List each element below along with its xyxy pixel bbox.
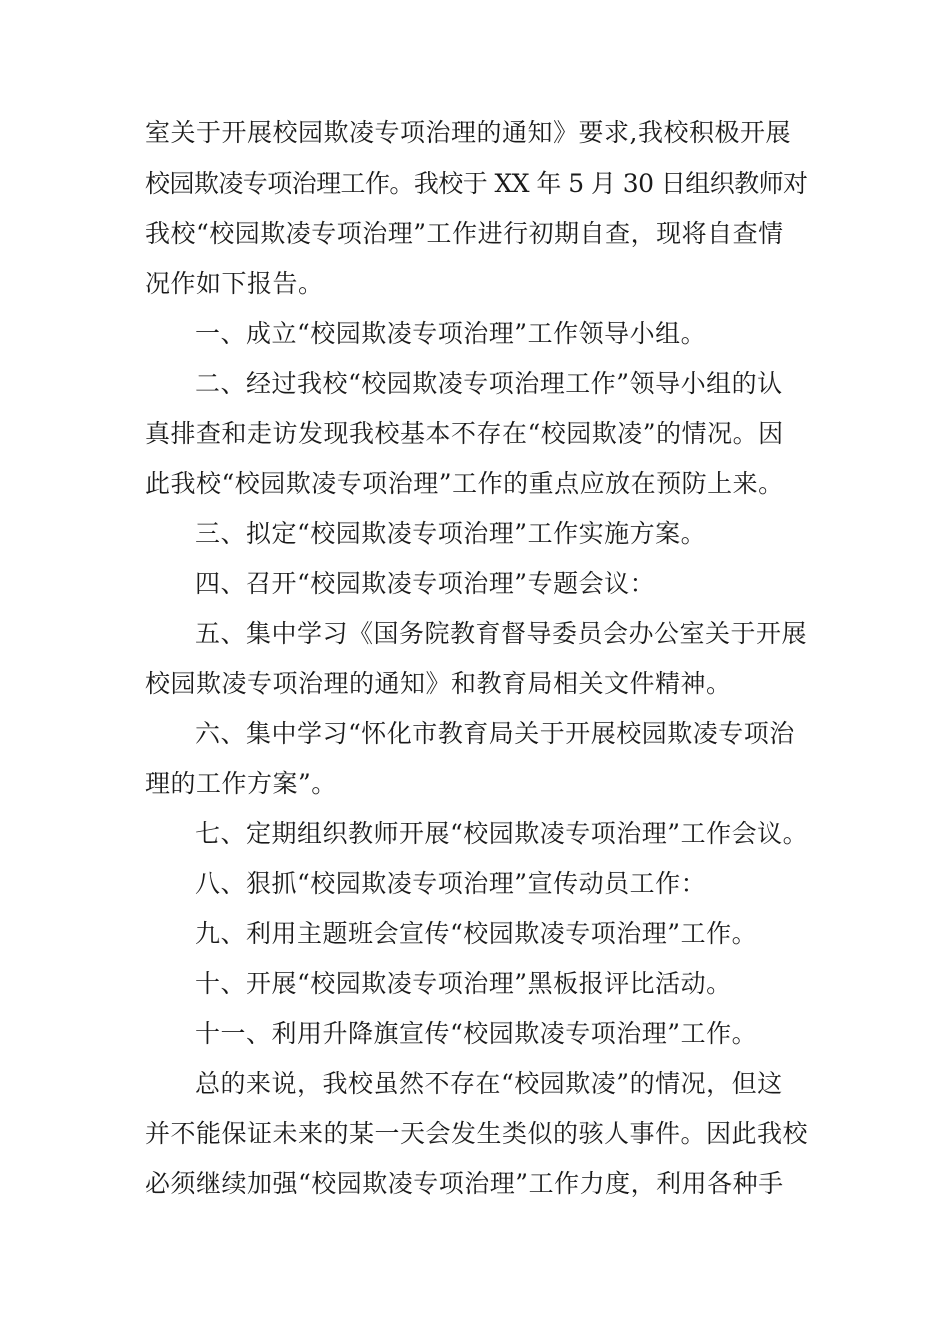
list-item-8: 八、狠抓“校园欺凌专项治理”宣传动员工作：: [195, 869, 707, 898]
list-item-10: 十、开展“校园欺凌专项治理”黑板报评比活动。: [195, 969, 732, 998]
list-item-6: 六、集中学习“怀化市教育局关于开展校园欺凌专项治: [195, 719, 795, 748]
text-line: 我校“校园欺凌专项治理”工作进行初期自查，现将自查情: [145, 219, 784, 248]
list-item-2: 二、经过我校“校园欺凌专项治理工作”领导小组的认: [195, 369, 783, 398]
list-item-9: 九、利用主题班会宣传“校园欺凌专项治理”工作。: [195, 919, 758, 948]
list-item-5: 五、集中学习《国务院教育督导委员会办公室关于开展: [195, 619, 808, 648]
text-line: 校园欺凌专项治理的通知》和教育局相关文件精神。: [145, 669, 732, 698]
text-line: 真排查和走访发现我校基本不存在“校园欺凌”的情况。因: [145, 419, 784, 448]
list-item-7: 七、定期组织教师开展“校园欺凌专项治理”工作会议。: [195, 819, 809, 848]
text-line: 理的工作方案”。: [145, 769, 337, 798]
list-item-4: 四、召开“校园欺凌专项治理”专题会议：: [195, 569, 656, 598]
conclusion-paragraph: 总的来说，我校虽然不存在“校园欺凌”的情况，但这: [195, 1069, 783, 1098]
text-line: 校园欺凌专项治理工作。我校于 XX 年 5 月 30 日组织教师对: [145, 169, 808, 198]
text-line: 此我校“校园欺凌专项治理”工作的重点应放在预防上来。: [145, 469, 784, 498]
text-line: 况作如下报告。: [145, 269, 324, 298]
list-item-1: 一、成立“校园欺凌专项治理”工作领导小组。: [195, 319, 707, 348]
list-item-3: 三、拟定“校园欺凌专项治理”工作实施方案。: [195, 519, 707, 548]
text-line: 必须继续加强“校园欺凌专项治理”工作力度，利用各种手: [145, 1169, 784, 1198]
list-item-11: 十一、利用升降旗宣传“校园欺凌专项治理”工作。: [195, 1019, 758, 1048]
text-line: 并不能保证未来的某一天会发生类似的骇人事件。因此我校: [145, 1119, 809, 1148]
text-line: 室关于开展校园欺凌专项治理的通知》要求,我校积极开展: [145, 118, 791, 147]
